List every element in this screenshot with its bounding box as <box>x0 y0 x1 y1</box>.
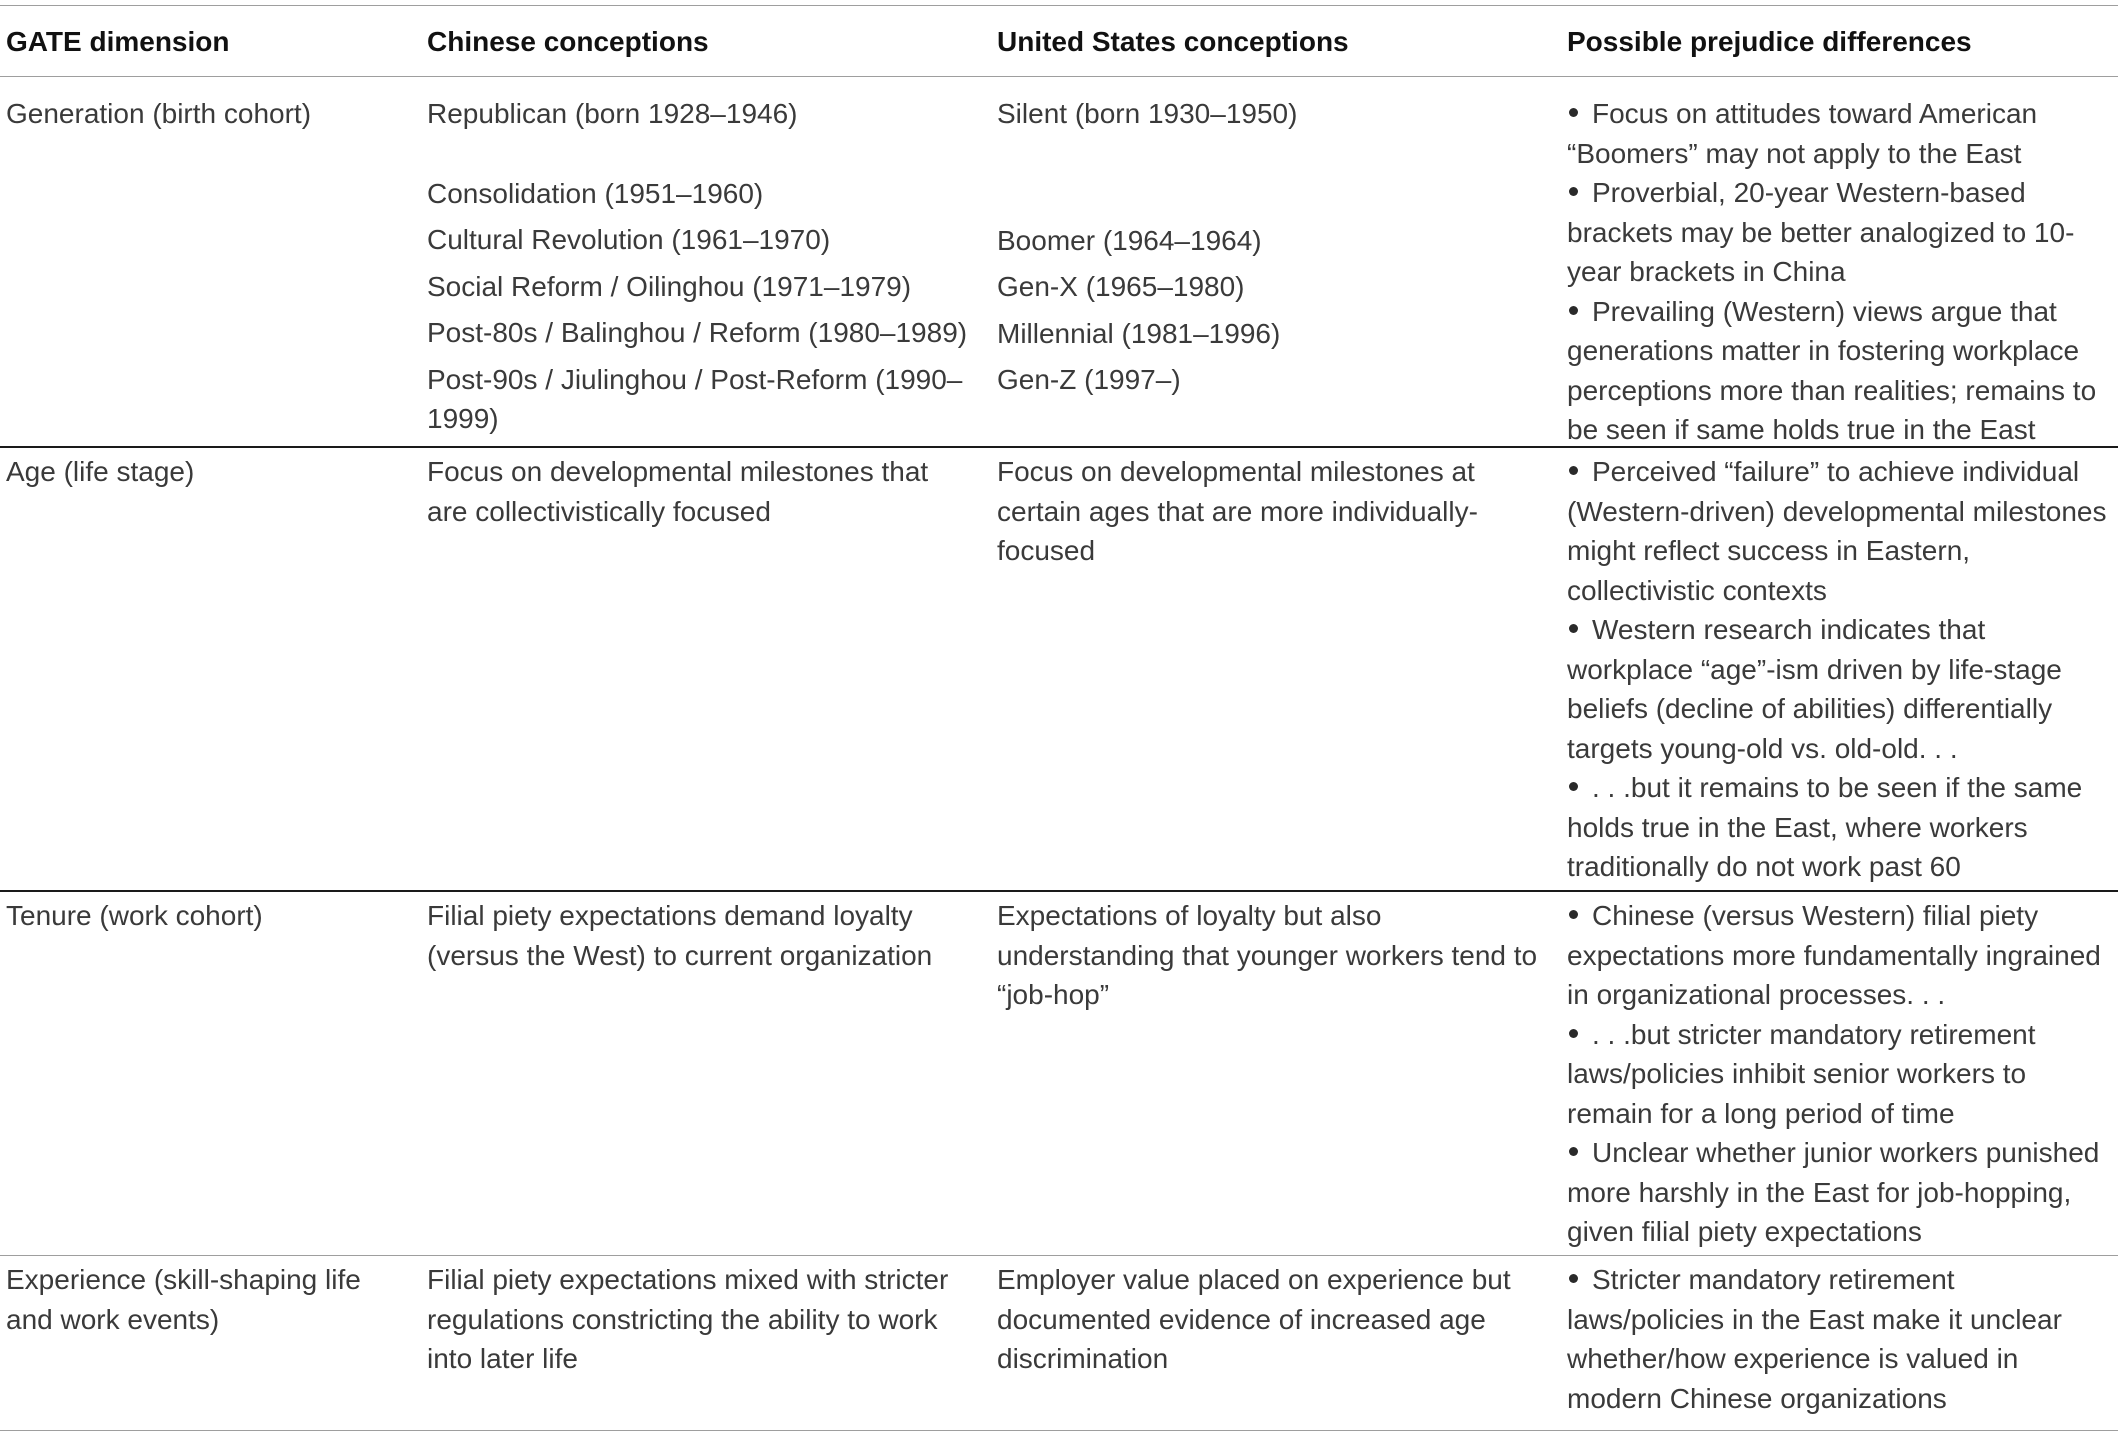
bullet-item: Proverbial, 20-year Western-based brackets may be better analogized to 10-year brackets in China <box>1567 177 2075 287</box>
list-item: Gen-Z (1997–) <box>997 364 1181 395</box>
bullet-item: Focus on attitudes toward American “Boomers” may not apply to the East <box>1567 98 2038 169</box>
list-item: Boomer (1964–1964) <box>997 224 1262 256</box>
list-item: Consolidation (1951–1960) <box>427 177 764 209</box>
chinese-experience-conception: Filial piety expectations mixed with stricter regulations constricting the ability to work into later life <box>427 1264 949 1374</box>
bullet-dot-icon <box>1569 1029 1578 1038</box>
table-top-rule <box>0 5 2118 6</box>
us-tenure-conception: Expectations of loyalty but also understanding that younger workers tend to “job-hop” <box>997 900 1538 1010</box>
row-dimension-label: Age (life stage) <box>6 456 195 487</box>
bullet-dot-icon <box>1569 624 1578 633</box>
row-divider <box>0 890 2118 892</box>
bullet-item: Chinese (versus Western) filial piety expectations more fundamentally ingrained in organizational processes. . . <box>1567 900 2101 1010</box>
bullet-dot-icon <box>1569 466 1578 475</box>
bullet-item: Perceived “failure” to achieve individual (Western-driven) developmental milestones might reflect success in Eastern, collectivistic contexts <box>1567 456 2107 606</box>
header-bottom-rule <box>0 76 2118 77</box>
table-bottom-rule <box>0 1430 2118 1431</box>
header-gate-dimension: GATE dimension <box>6 26 230 57</box>
list-item: Post-80s / Balinghou / Reform (1980–1989) <box>427 317 968 348</box>
bullet-dot-icon <box>1569 187 1578 196</box>
bullet-dot-icon <box>1569 782 1578 791</box>
row-divider <box>0 446 2118 448</box>
row-dimension-label: Tenure (work cohort) <box>6 900 263 931</box>
tenure-differences <box>1567 896 2117 1252</box>
list-item: Republican (born 1928–1946) <box>427 98 798 129</box>
list-item: Gen-X (1965–1980) <box>997 271 1245 302</box>
bullet-dot-icon <box>1569 108 1578 117</box>
bullet-item: Western research indicates that workplace “age”-ism driven by life-stage beliefs (decline of abilities) differentially targets young-old vs. old-old. . . <box>1567 614 2062 764</box>
row-dimension-label: Experience (skill-shaping life and work events) <box>6 1264 361 1335</box>
us-generation-list <box>997 94 1537 400</box>
bullet-item: Unclear whether junior workers punished more harshly in the East for job-hopping, given filial piety expectations <box>1567 1137 2100 1247</box>
row-dimension-label: Generation (birth cohort) <box>6 98 312 129</box>
bullet-dot-icon <box>1569 1147 1578 1156</box>
bullet-item: Stricter mandatory retirement laws/policies in the East make it unclear whether/how experience is valued in modern Chinese organizations <box>1567 1264 2062 1414</box>
age-differences <box>1567 452 2117 887</box>
list-item: Social Reform / Oilinghou (1971–1979) <box>427 270 912 302</box>
bullet-dot-icon <box>1569 910 1578 919</box>
us-age-conception: Focus on developmental milestones at certain ages that are more individually-focused <box>997 456 1478 566</box>
bullet-item: . . .but it remains to be seen if the same holds true in the East, where workers traditionally do not work past 60 <box>1567 772 2083 882</box>
list-item: Millennial (1981–1996) <box>997 317 1281 349</box>
list-item: Silent (born 1930–1950) <box>997 98 1298 129</box>
list-item: Post-90s / Jiulinghou / Post-Reform (1990–1999) <box>427 363 963 434</box>
bullet-dot-icon <box>1569 306 1578 315</box>
row-divider <box>0 1255 2118 1256</box>
generation-differences <box>1567 94 2117 450</box>
chinese-age-conception: Focus on developmental milestones that are collectivistically focused <box>427 456 929 527</box>
chinese-tenure-conception: Filial piety expectations demand loyalty (versus the West) to current organization <box>427 900 933 971</box>
us-experience-conception: Employer value placed on experience but documented evidence of increased age discrimination <box>997 1264 1511 1374</box>
bullet-dot-icon <box>1569 1274 1578 1283</box>
header-chinese-conceptions: Chinese conceptions <box>427 26 709 57</box>
list-item: Cultural Revolution (1961–1970) <box>427 224 831 255</box>
bullet-item: . . .but stricter mandatory retirement laws/policies inhibit senior workers to remain for a long period of time <box>1567 1018 2036 1129</box>
header-prejudice-differences: Possible prejudice differences <box>1567 26 1972 57</box>
bullet-item: Prevailing (Western) views argue that generations matter in fostering workplace perceptions more than realities; remains to be seen if same holds true in the East <box>1567 295 2097 445</box>
header-us-conceptions: United States conceptions <box>997 26 1349 57</box>
experience-differences <box>1567 1260 2117 1418</box>
chinese-generation-list <box>427 94 987 439</box>
